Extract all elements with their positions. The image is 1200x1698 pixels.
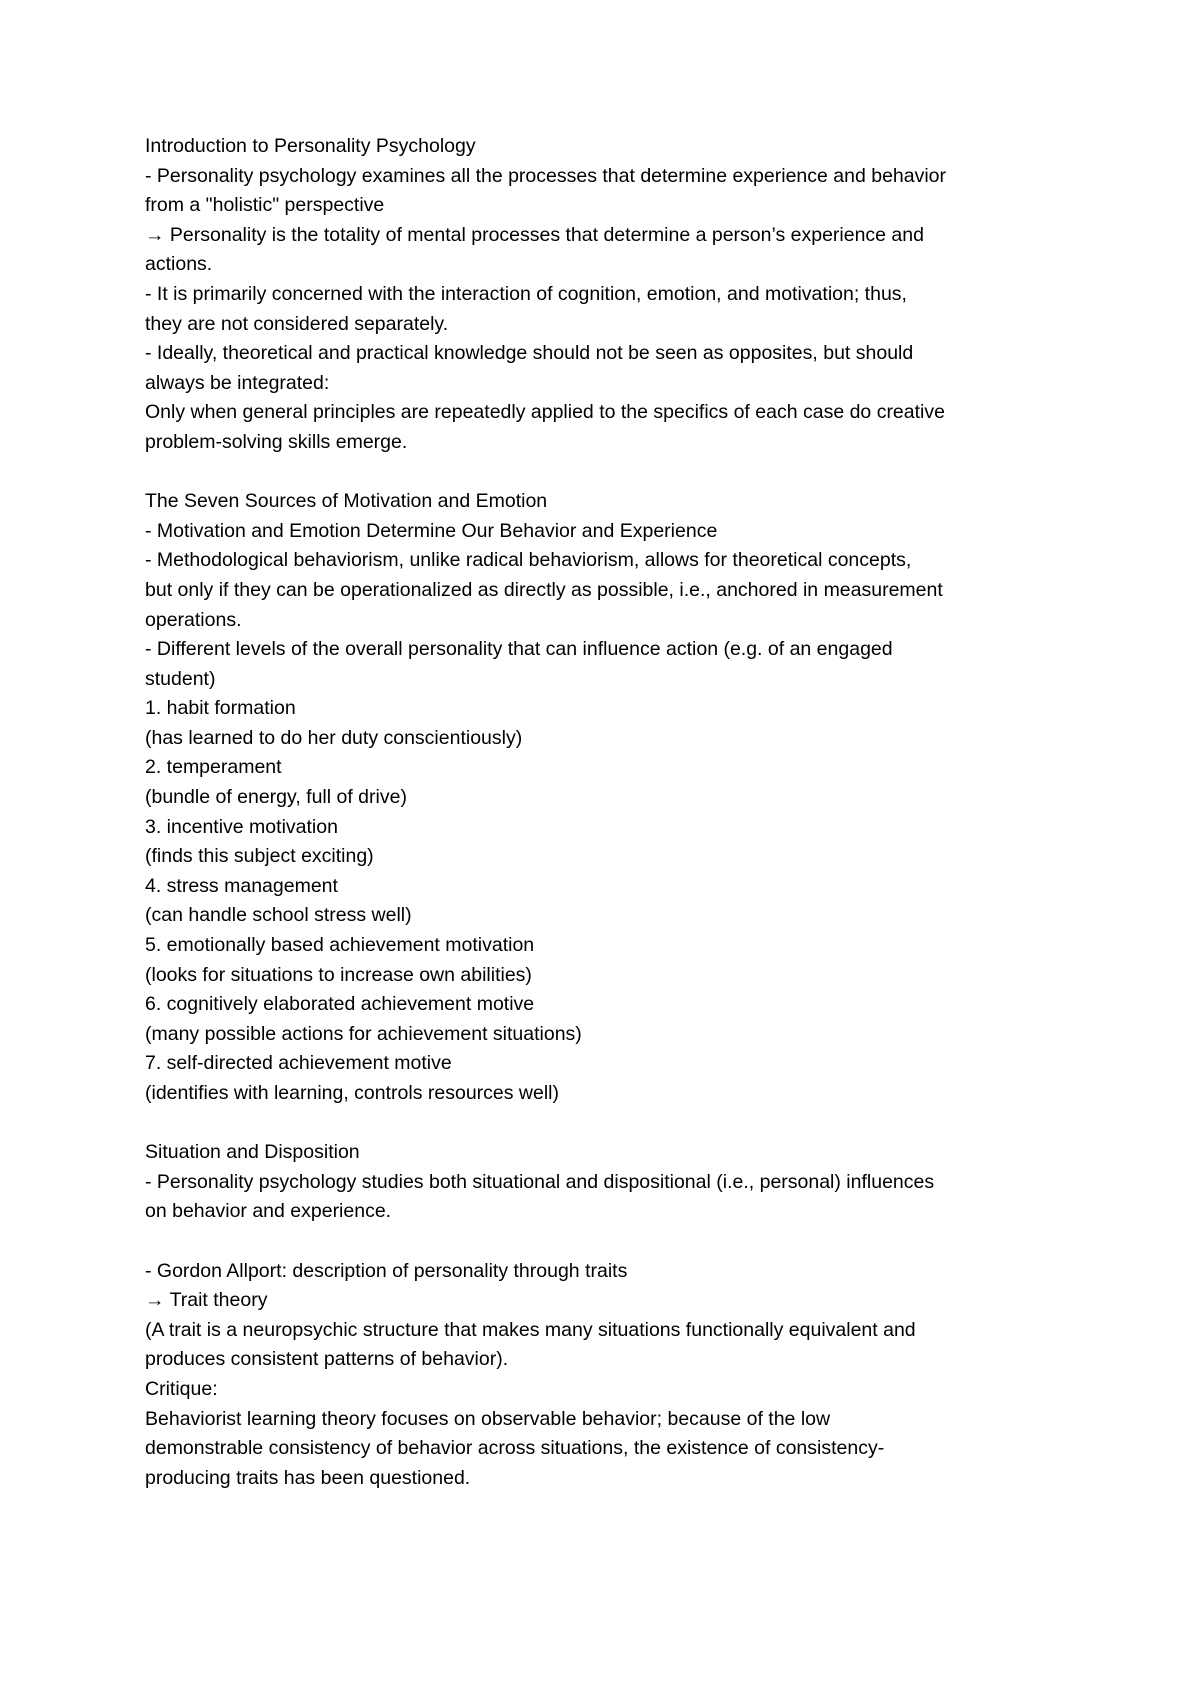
text-line: but only if they can be operationalized as directly as possible, i.e., anchored in measurement bbox=[145, 578, 943, 601]
list-item: 5. emotionally based achievement motivation bbox=[145, 934, 535, 957]
section-heading: Situation and Disposition bbox=[145, 1141, 360, 1164]
list-item: 3. incentive motivation bbox=[145, 815, 338, 838]
list-item: 2. temperament bbox=[145, 756, 282, 779]
list-item-note: (many possible actions for achievement situations) bbox=[145, 1022, 582, 1045]
text-line: always be integrated: bbox=[145, 371, 330, 394]
text-line: - Personality psychology examines all the processes that determine experience and behavior bbox=[145, 164, 947, 187]
list-item-note: (identifies with learning, controls resources well) bbox=[145, 1082, 560, 1104]
text-line: actions. bbox=[145, 253, 213, 276]
paragraph-gap bbox=[145, 1109, 1085, 1139]
text-line: demonstrable consistency of behavior across situations, the existence of consistency- bbox=[145, 1437, 885, 1460]
text-line: on behavior and experience. bbox=[145, 1200, 392, 1223]
text-line: → Trait theory bbox=[145, 1289, 268, 1312]
section-seven-sources bbox=[145, 487, 1085, 1108]
text-line: producing traits has been questioned. bbox=[145, 1466, 471, 1489]
text-line: - Different levels of the overall personality that can influence action (e.g. of an engaged bbox=[145, 638, 893, 661]
section-heading: The Seven Sources of Motivation and Emotion bbox=[145, 490, 548, 513]
text-line: from a "holistic" perspective bbox=[145, 194, 385, 217]
text-line: they are not considered separately. bbox=[145, 312, 449, 335]
text-line: operations. bbox=[145, 608, 242, 631]
paragraph-gap bbox=[145, 458, 1085, 488]
text-line: - Gordon Allport: description of personality through traits bbox=[145, 1259, 628, 1282]
section-introduction bbox=[145, 132, 1085, 458]
text-line: - It is primarily concerned with the interaction of cognition, emotion, and motivation; thus, bbox=[145, 282, 907, 305]
list-item: 4. stress management bbox=[145, 874, 338, 897]
text-line: Critique: bbox=[145, 1377, 218, 1400]
text-line: - Ideally, theoretical and practical knowledge should not be seen as opposites, but should bbox=[145, 342, 914, 365]
list-item-note: (looks for situations to increase own abilities) bbox=[145, 963, 532, 986]
list-item: 1. habit formation bbox=[145, 697, 296, 720]
section-heading: Introduction to Personality Psychology bbox=[145, 135, 476, 157]
document-page bbox=[145, 132, 1085, 1493]
list-item-note: (can handle school stress well) bbox=[145, 904, 412, 927]
text-line: (A trait is a neuropsychic structure that makes many situations functionally equivalent and bbox=[145, 1318, 916, 1341]
section-trait-theory bbox=[145, 1257, 1085, 1494]
list-item-note: (has learned to do her duty conscientiously) bbox=[145, 726, 523, 749]
text-line: → Personality is the totality of mental processes that determine a person’s experience and bbox=[145, 223, 924, 246]
text-line: problem-solving skills emerge. bbox=[145, 430, 408, 453]
text-line: student) bbox=[145, 667, 216, 690]
list-item-note: (finds this subject exciting) bbox=[145, 845, 374, 868]
list-item: 6. cognitively elaborated achievement motive bbox=[145, 993, 535, 1016]
text-line: produces consistent patterns of behavior). bbox=[145, 1348, 509, 1371]
text-line: - Motivation and Emotion Determine Our Behavior and Experience bbox=[145, 519, 718, 542]
text-line: - Methodological behaviorism, unlike radical behaviorism, allows for theoretical concepts, bbox=[145, 549, 912, 572]
list-item: 7. self-directed achievement motive bbox=[145, 1052, 452, 1075]
paragraph-gap bbox=[145, 1227, 1085, 1257]
text-line: - Personality psychology studies both situational and dispositional (i.e., personal) influences bbox=[145, 1170, 935, 1193]
list-item-note: (bundle of energy, full of drive) bbox=[145, 786, 407, 809]
text-line: Only when general principles are repeatedly applied to the specifics of each case do creative bbox=[145, 401, 945, 424]
section-situation-disposition bbox=[145, 1138, 1085, 1227]
text-line: Behaviorist learning theory focuses on observable behavior; because of the low bbox=[145, 1407, 831, 1430]
